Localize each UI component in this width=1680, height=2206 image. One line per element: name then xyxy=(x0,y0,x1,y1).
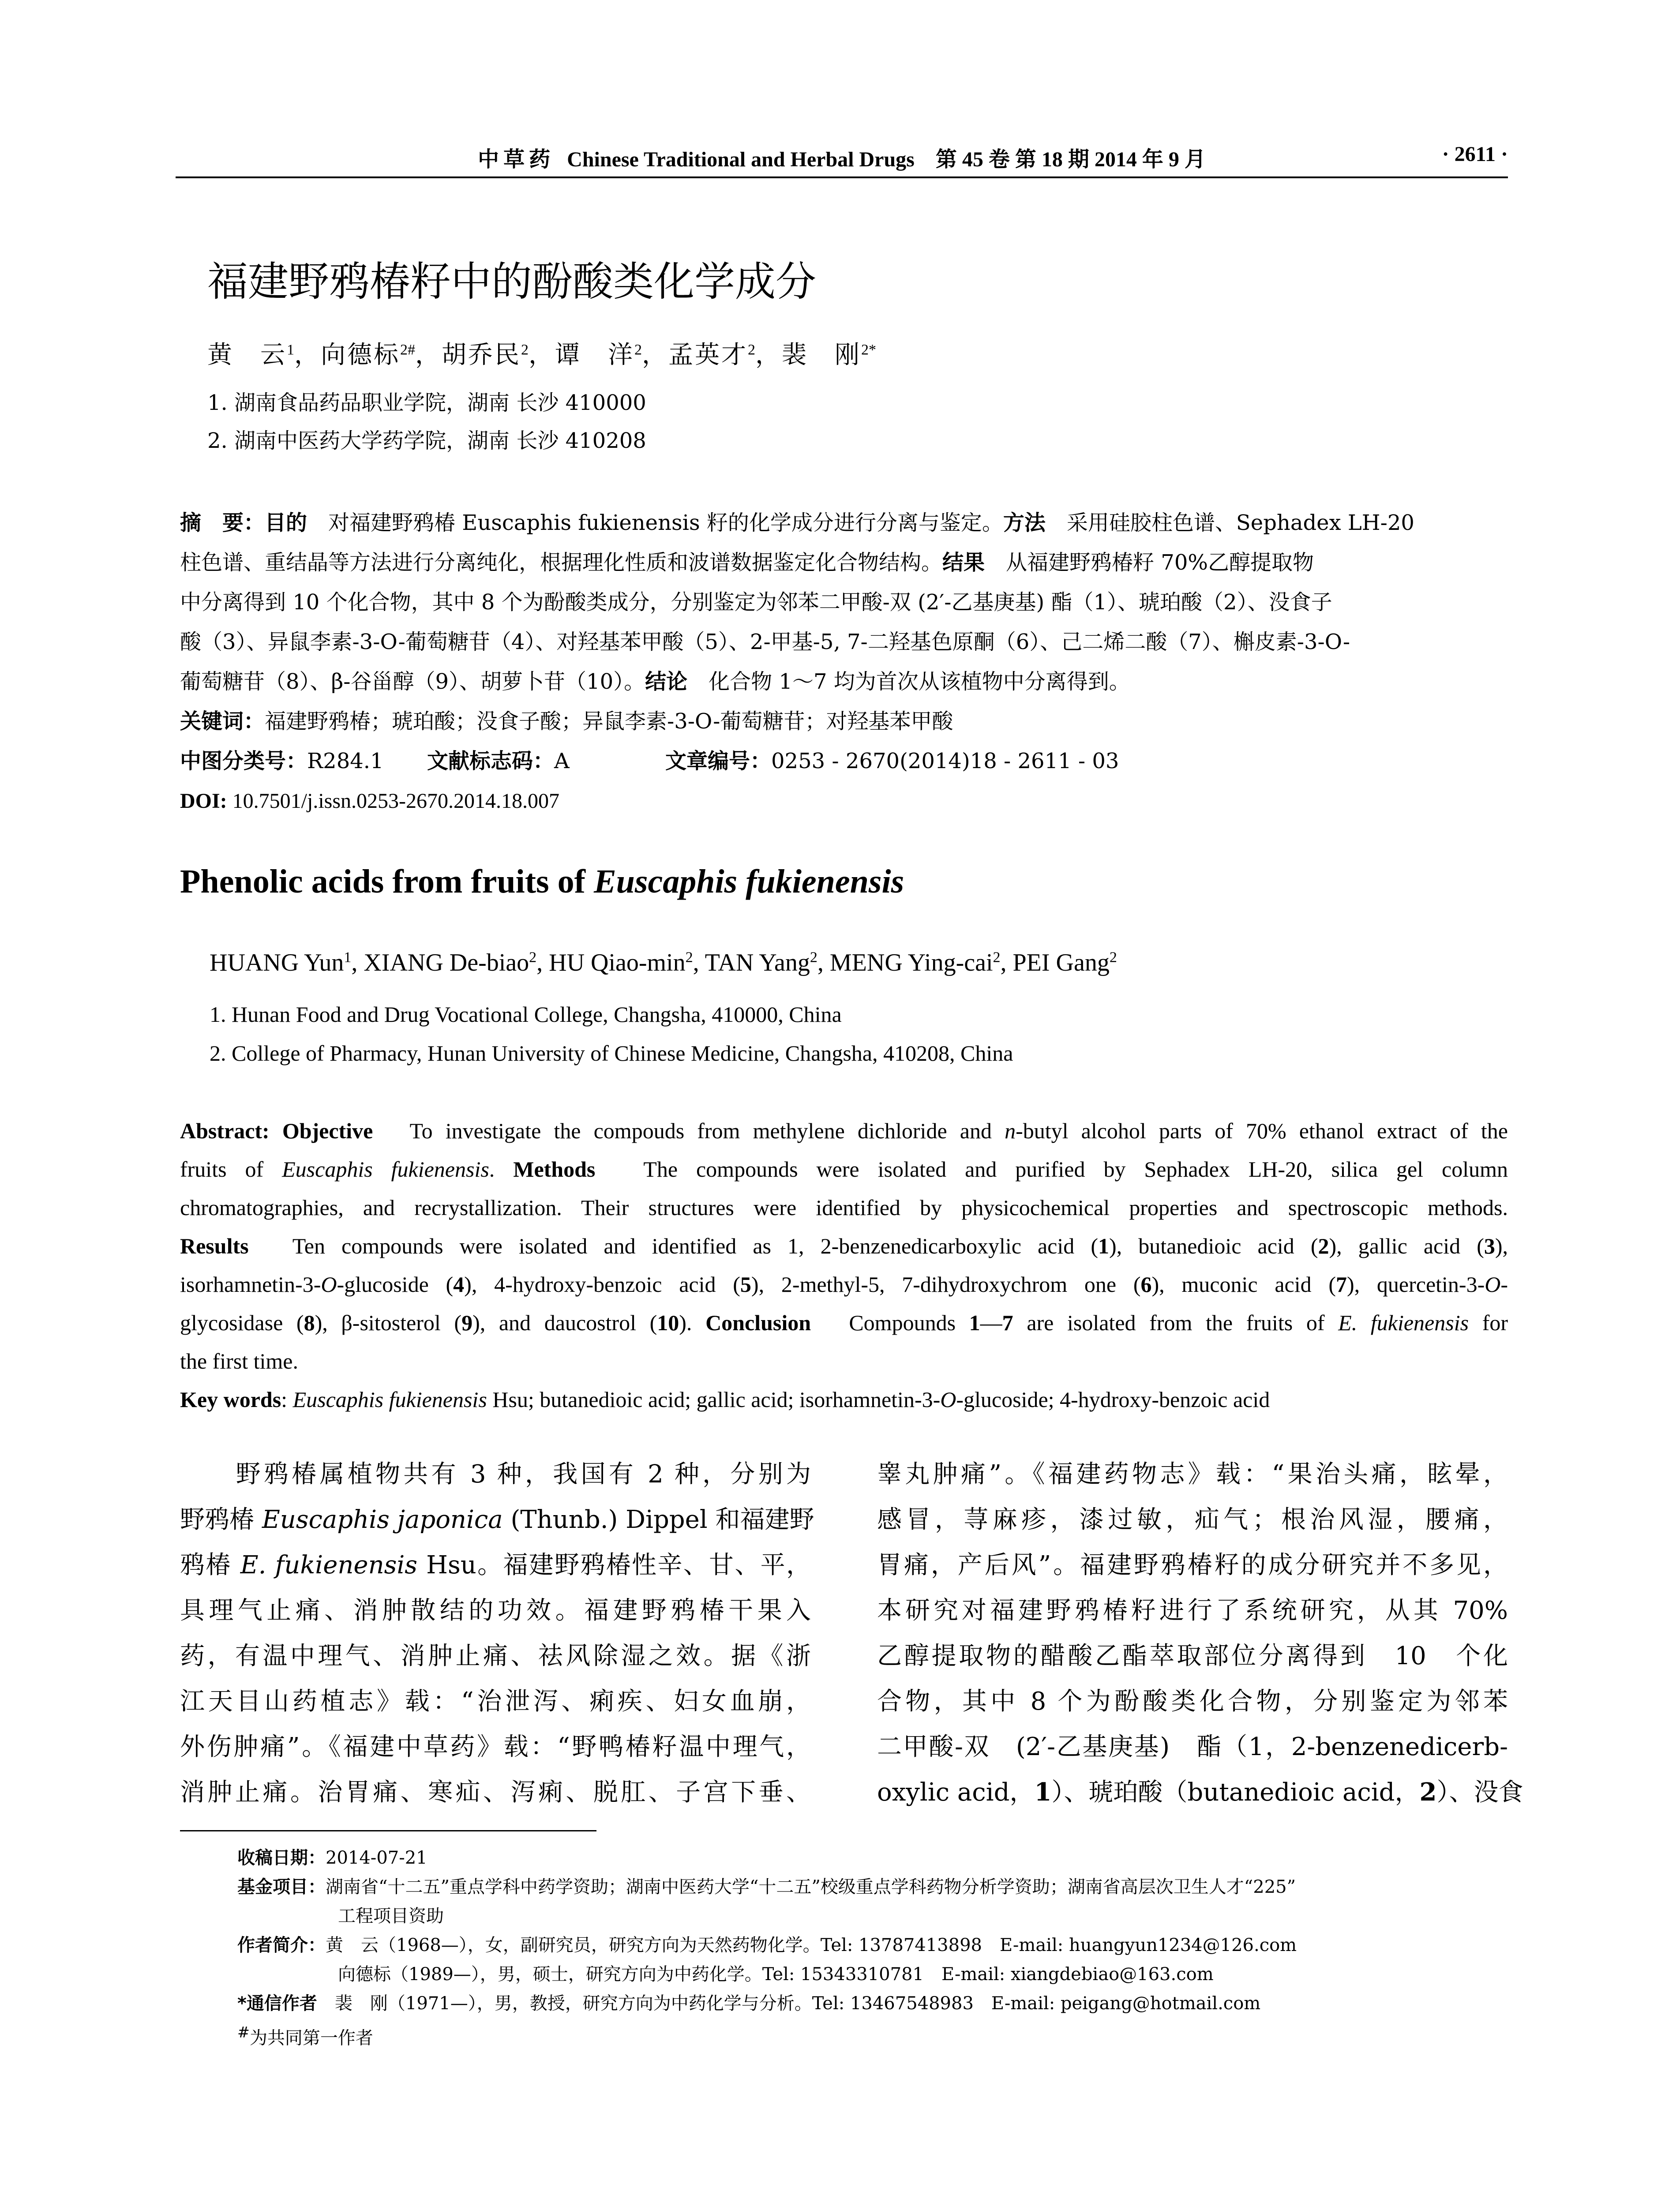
journal-issue-info: Chinese Traditional and Herbal Drugs 第 45 卷 第 18 期 2014 年 9 月 xyxy=(567,148,1206,171)
en-authors: HUANG Yun$^1$, XIANG De-biao$^2$, HU Qiao-$\min^2$, TAN Yang$^2$, MENG Ying-cai$^2$, PEI Gang$^2$ xyxy=(210,949,1117,976)
cn-author: 向德标 xyxy=(321,341,400,369)
body-line: 消肿止痛。治胃痛、寒疝、泻痢、脱肛、子宫下垂、 xyxy=(180,1778,811,1807)
received-label: 收稿日期： xyxy=(237,1848,326,1868)
journal-name-cn: 中草药 xyxy=(478,147,555,172)
class-label: 中图分类号： xyxy=(180,749,308,773)
fund-text: 湖南省“十二五”重点学科中药学资助；湖南中医药大学“十二五”校级重点学科药物分析学资助；湖南省高层次卫生人才“225” xyxy=(326,1877,1296,1897)
cn-abstract-text: 柱色谱、重结晶等方法进行分离纯化，根据理化性质和波谱数据鉴定化合物结构。 xyxy=(180,550,943,575)
cn-affiliation-2: 2. 湖南中医药大学药学院，湖南 长沙 410208 xyxy=(207,428,646,453)
cn-author: 裴 刚 xyxy=(782,341,861,369)
body-column-right xyxy=(877,1452,1523,1815)
corresponding-label: *通信作者 xyxy=(237,1993,317,2014)
cofirst-mark: # xyxy=(237,2024,250,2041)
body-line: 二甲酸-双 (2′-乙基庚基) 酯（1，2-benzenedicerb- xyxy=(877,1733,1508,1761)
author-bio-2: 向德标（1989—），男，硕士，研究方向为中药化学。Tel: 15343310781 E-mail: xiangdebiao@163.com xyxy=(338,1964,1214,1985)
en-author: HUANG Yun xyxy=(210,949,344,976)
header-rule xyxy=(176,176,1508,178)
cn-author: 谭 洋 xyxy=(555,341,634,369)
fund-row-cont: 工程项目资助 xyxy=(338,1906,444,1926)
en-abstract-line: glycosidase (8), β-sitosterol (9), and daucostrol (10). Conclusion Compounds 1—7 are isolated from the fruits of E. fukienensis for xyxy=(180,1310,1508,1335)
cn-conclusion-label: 结论 xyxy=(645,669,688,694)
en-author-sup: 2 xyxy=(685,949,693,966)
en-affiliation-2: 2. College of Pharmacy, Hunan University of Chinese Medicine, Changsha, 410208, China xyxy=(210,1041,1013,1065)
en-author: TAN Yang xyxy=(705,949,810,976)
article-label: 文章编号： xyxy=(665,749,772,773)
body-line: 睾丸肿痛”。《福建药物志》载：“果治头痛，眩晕， xyxy=(877,1460,1508,1489)
page-number: · 2611 · xyxy=(1442,143,1508,166)
cn-author-sup: 2# xyxy=(400,341,415,358)
doi-value: 10.7501/j.issn.0253-2670.2014.18.007 xyxy=(227,789,560,813)
en-abstract-line: Abstract: Objective To investigate the compouds from methylene dichloride and n-butyl alcohol parts of 70% ethanol extract of the xyxy=(180,1118,1508,1143)
cn-author-sup: 2* xyxy=(861,341,876,358)
en-author-sup: 2 xyxy=(529,949,537,966)
en-title xyxy=(180,863,904,901)
cn-author-sup: 2 xyxy=(748,341,755,358)
en-author-sup: 2 xyxy=(1109,949,1117,966)
doccode-label: 文献标志码： xyxy=(427,749,555,773)
en-abstract-line: chromatographies, and recrystallization. Their structures were identified by physicochemical properties and spectroscopic methods. xyxy=(180,1195,1508,1220)
cn-abstract-line xyxy=(180,662,1508,702)
en-author-sup: 2 xyxy=(810,949,818,966)
body-line: 胃痛，产后风”。福建野鸦椿籽的成分研究并不多见， xyxy=(877,1551,1508,1579)
en-abstract xyxy=(180,1112,1508,1419)
body-line: 鸦椿 E. fukienensis Hsu。福建野鸦椿性辛、甘、平， xyxy=(180,1551,811,1579)
cn-abstract-text: 化合物 1～7 均为首次从该植物中分离得到。 xyxy=(687,669,1130,694)
en-author: HU Qiao-min xyxy=(549,949,686,976)
cn-abstract-line xyxy=(180,543,1508,582)
cn-abstract-text: 采用硅胶柱色谱、Sephadex LH-20 xyxy=(1045,510,1414,535)
body-column-left xyxy=(180,1452,814,1815)
cn-affiliation-1: 1. 湖南食品药品职业学院，湖南 长沙 410000 xyxy=(207,390,646,415)
journal-info-line xyxy=(176,142,1508,173)
author-bio-1: 黄 云（1968—），女，副研究员，研究方向为天然药物化学。Tel: 13787413898 E-mail: huangyun1234@126.com xyxy=(326,1935,1297,1955)
corresponding-row xyxy=(237,1989,1508,2018)
en-keywords: : Euscaphis fukienensis Hsu; butanedioic acid; gallic acid; isorhamnetin-3-O-glucoside; 4-hydroxy-benzoic acid xyxy=(281,1387,1270,1412)
received-date: 2014-07-21 xyxy=(326,1848,428,1868)
corresponding-text: 裴 刚（1971—），男，教授，研究方向为中药化学与分析。Tel: 13467548983 E-mail: peigang@hotmail.com xyxy=(317,1993,1261,2014)
body-line: oxylic acid，1）、琥珀酸（butanedioic acid，2）、没食 xyxy=(877,1778,1523,1807)
body-line: 野鸦椿 Euscaphis japonica (Thunb.) Dippel 和福建野 xyxy=(180,1505,814,1534)
body-line: 具理气止痛、消肿散结的功效。福建野鸦椿干果入 xyxy=(180,1596,811,1625)
doccode-value: A xyxy=(554,749,570,773)
doi-label: DOI: xyxy=(180,789,227,813)
author-bio-label: 作者简介： xyxy=(237,1935,326,1955)
cn-abstract-text: 从福建野鸦椿籽 70%乙醇提取物 xyxy=(985,550,1314,575)
cn-author: 黄 云 xyxy=(207,341,287,369)
body-line: 外伤肿痛”。《福建中草药》载：“野鸭椿籽温中理气， xyxy=(180,1733,811,1761)
doi-line xyxy=(180,781,1508,821)
en-keywords-label: Key words xyxy=(180,1387,281,1412)
cn-author-sup: 1 xyxy=(287,341,294,358)
cn-author: 孟英才 xyxy=(668,341,748,369)
body-line: 野鸦椿属植物共有 3 种，我国有 2 种，分别为 xyxy=(180,1460,811,1489)
cn-abstract-text: 中分离得到 10 个化合物，其中 8 个为酚酸类成分，分别鉴定为邻苯二甲酸-双 (2′-乙基庚基) 酯（1）、琥珀酸（2）、没食子 xyxy=(180,590,1332,615)
class-value: R284.1 xyxy=(307,749,384,773)
fund-label: 基金项目： xyxy=(237,1877,326,1897)
en-abstract-line: fruits of Euscaphis fukienensis. Methods The compounds were isolated and purified by Sephadex LH-20, silica gel column xyxy=(180,1157,1508,1182)
en-author: MENG Ying-cai xyxy=(829,949,993,976)
footnote-rule xyxy=(180,1830,596,1831)
body-line: 本研究对福建野鸦椿籽进行了系统研究，从其 70% xyxy=(877,1596,1508,1625)
en-abstract-body xyxy=(180,1112,1508,1381)
cn-abstract-line xyxy=(180,582,1508,622)
en-author-sup: 2 xyxy=(993,949,1001,966)
body-line: 乙醇提取物的醋酸乙酯萃取部位分离得到 10 个化 xyxy=(877,1642,1508,1670)
body-line: 感冒，荨麻疹，漆过敏，疝气；根治风湿，腰痛， xyxy=(877,1505,1508,1534)
fund-row xyxy=(237,1872,1508,1902)
cn-results-label: 结果 xyxy=(942,550,985,575)
cn-abstract-label: 摘 要：目的 xyxy=(180,510,308,535)
en-affiliations xyxy=(210,995,1013,1073)
footnotes xyxy=(237,1843,1508,2052)
en-affiliation-1: 1. Hunan Food and Drug Vocational College, Changsha, 410000, China xyxy=(210,1002,842,1027)
cn-author-sup: 2 xyxy=(521,341,529,358)
en-author: PEI Gang xyxy=(1012,949,1110,976)
cn-abstract-text: 酸（3）、异鼠李素-3-O-葡萄糖苷（4）、对羟基苯甲酸（5）、2-甲基-5, 7-二羟基色原酮（6）、己二烯二酸（7）、槲皮素-3-O- xyxy=(180,630,1350,654)
en-keywords-line xyxy=(180,1381,1508,1419)
cn-authors: 黄 云$^1$，向德标$^{2\#}$，胡乔民$^2$，谭 洋$^2$，孟英才$^2$，裴 刚$^{2*}$ xyxy=(207,341,876,369)
cn-classification-line xyxy=(180,741,1508,781)
en-title-text: Phenolic acids from fruits of xyxy=(180,863,594,900)
en-abstract-line: Results Ten compounds were isolated and identified as 1, 2-benzenedicarboxylic acid (1), butanedioic acid (2), gallic acid (3), xyxy=(180,1234,1508,1258)
body-line: 合物，其中 8 个为酚酸类化合物，分别鉴定为邻苯 xyxy=(877,1687,1508,1716)
running-header xyxy=(176,142,1508,173)
cn-author: 胡乔民 xyxy=(442,341,521,369)
cn-abstract-text: 对福建野鸦椿 Euscaphis fukienensis 籽的化学成分进行分离与鉴定。 xyxy=(307,510,1003,535)
body-line: 江天目山药植志》载：“治泄泻、痢疾、妇女血崩， xyxy=(180,1687,811,1716)
cn-affiliations xyxy=(207,384,646,460)
en-author-sup: 1 xyxy=(344,949,352,966)
cn-keywords-line xyxy=(180,702,1508,741)
cn-abstract-text: 葡萄糖苷（8）、β-谷甾醇（9）、胡萝卜苷（10）。 xyxy=(180,669,645,694)
received-row xyxy=(237,1843,1508,1872)
cn-abstract xyxy=(180,503,1508,821)
en-abstract-line: isorhamnetin-3-O-glucoside (4), 4-hydroxy-benzoic acid (5), 2-methyl-5, 7-dihydroxychrom one (6), muconic acid (7), quercetin-3-O- xyxy=(180,1272,1508,1297)
cn-title: 福建野鸦椿籽中的酚酸类化学成分 xyxy=(207,258,817,305)
body-line: 药，有温中理气、消肿止痛、祛风除湿之效。据《浙 xyxy=(180,1642,811,1670)
en-abstract-line: the first time. xyxy=(180,1349,298,1373)
en-author: XIANG De-biao xyxy=(364,949,529,976)
cofirst-text: 为共同第一作者 xyxy=(249,2028,373,2048)
article-value: 0253 - 2670(2014)18 - 2611 - 03 xyxy=(771,749,1119,773)
cofirst-row xyxy=(237,2018,1508,2052)
author-bio-row xyxy=(237,1931,1508,1960)
cn-methods-label: 方法 xyxy=(1003,510,1046,535)
cn-abstract-line xyxy=(180,622,1508,662)
cn-author-sup: 2 xyxy=(634,341,642,358)
cn-abstract-line xyxy=(180,503,1508,543)
cn-keywords-label: 关键词： xyxy=(180,709,265,734)
en-title-species: Euscaphis fukienensis xyxy=(593,863,904,900)
cn-keywords: 福建野鸦椿；琥珀酸；没食子酸；异鼠李素-3-O-葡萄糖苷；对羟基苯甲酸 xyxy=(265,709,953,734)
